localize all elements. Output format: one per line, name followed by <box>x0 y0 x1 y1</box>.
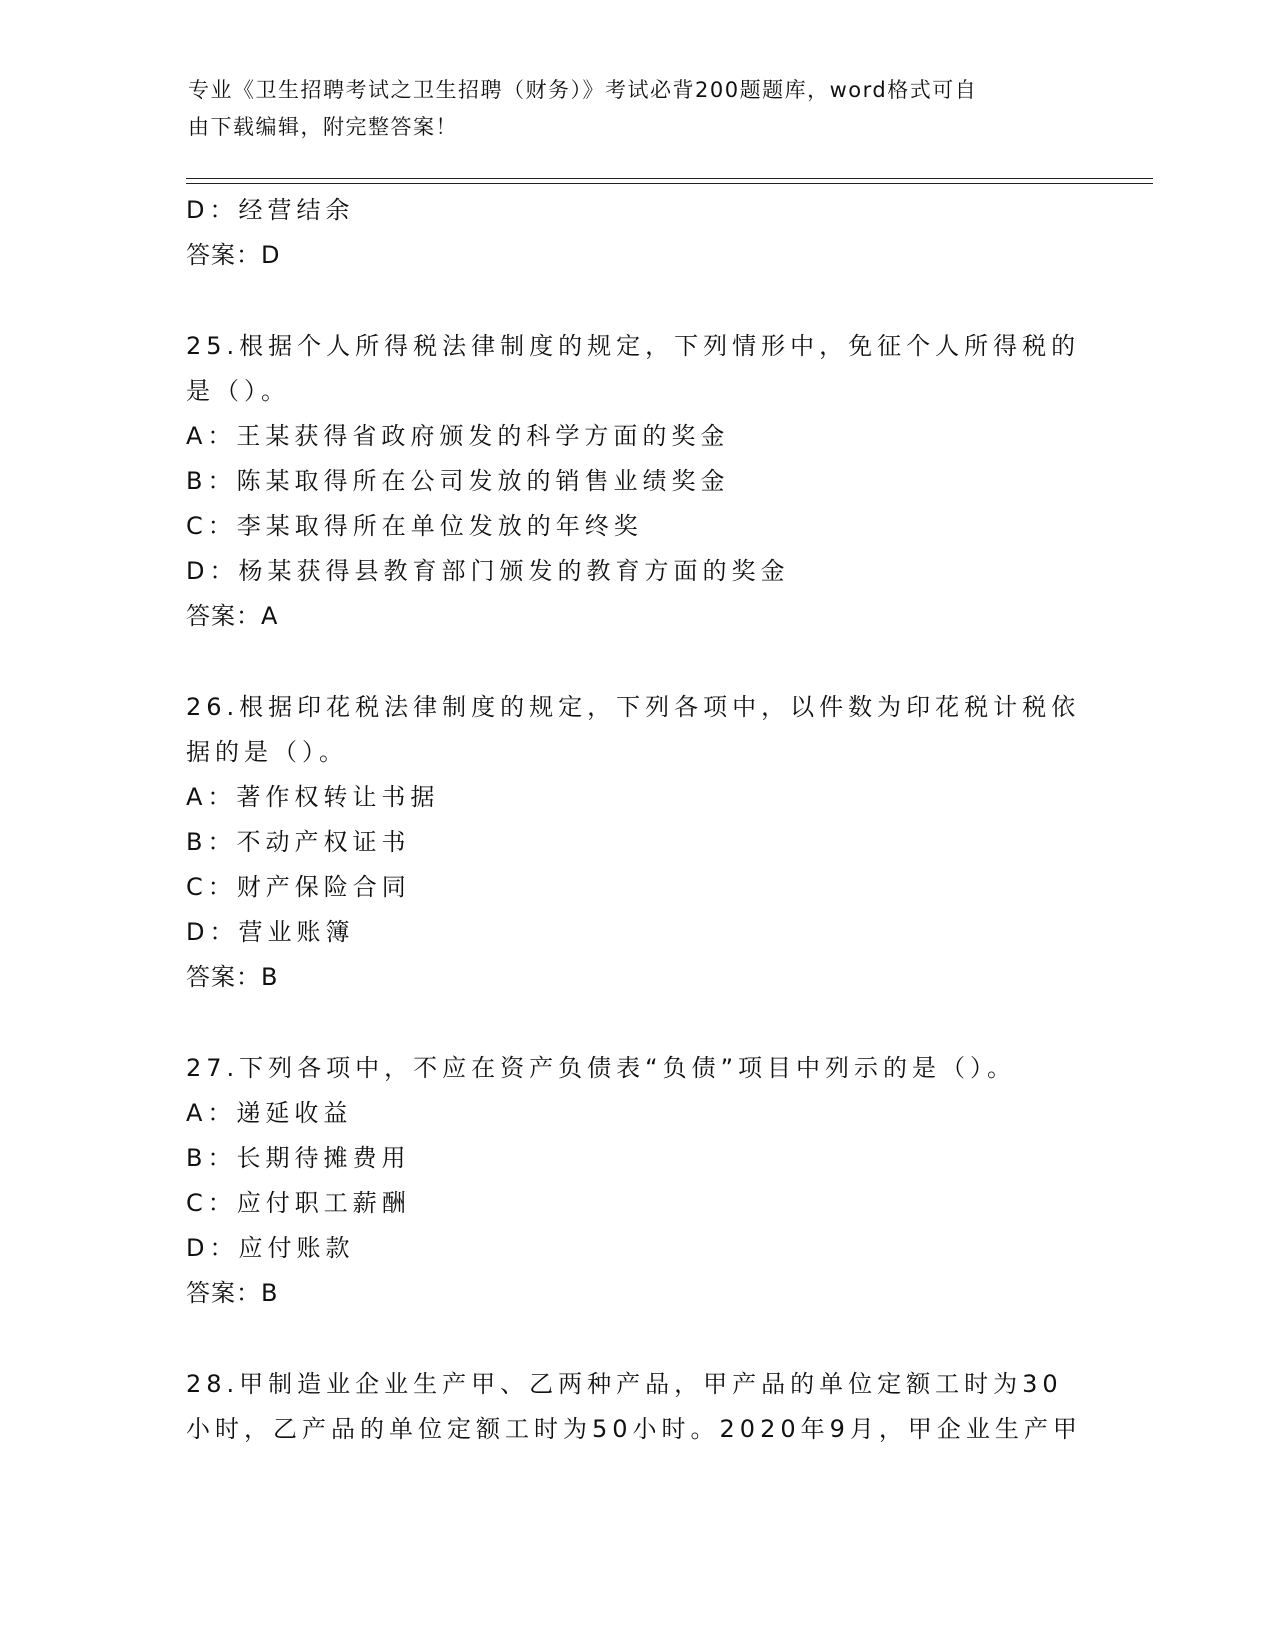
spacer <box>186 1316 1086 1362</box>
document-header <box>188 72 1068 146</box>
answer: 答案：B <box>186 1279 279 1307</box>
question-24-tail <box>186 188 1086 278</box>
question-stem-line-2: 是（）。 <box>186 377 290 405</box>
question-27 <box>186 1046 1086 1316</box>
option-a: A：王某获得省政府颁发的科学方面的奖金 <box>186 422 730 450</box>
question-stem-line-1: 27.下列各项中，不应在资产负债表“负债”项目中列示的是（）。 <box>186 1054 1017 1082</box>
option-b: B：不动产权证书 <box>186 828 411 856</box>
header-divider-bottom <box>186 183 1153 184</box>
option-b: B：长期待摊费用 <box>186 1144 411 1172</box>
header-line-1: 专业《卫生招聘考试之卫生招聘（财务）》考试必背200题题库，word格式可自 <box>188 78 978 102</box>
option-b: B：陈某取得所在公司发放的销售业绩奖金 <box>186 467 730 495</box>
question-stem-line-2: 小时，乙产品的单位定额工时为50小时。2020年9月，甲企业生产甲 <box>186 1415 1082 1443</box>
option-d: D：营业账簿 <box>186 918 355 946</box>
spacer <box>186 278 1086 324</box>
question-stem-line-1: 26.根据印花税法律制度的规定，下列各项中，以件数为印花税计税依 <box>186 693 1081 721</box>
question-28 <box>186 1362 1086 1452</box>
option-d: D：应付账款 <box>186 1234 355 1262</box>
question-list <box>186 188 1086 1452</box>
question-26 <box>186 685 1086 1000</box>
option-c: C：财产保险合同 <box>186 873 411 901</box>
spacer <box>186 639 1086 685</box>
header-divider-top <box>186 178 1153 179</box>
answer: 答案：A <box>186 602 279 630</box>
question-stem-line-2: 据的是（）。 <box>186 738 348 766</box>
option-d: D：杨某获得县教育部门颁发的教育方面的奖金 <box>186 557 790 585</box>
option-d: D：经营结余 <box>186 196 355 224</box>
answer: 答案：D <box>186 241 281 269</box>
option-c: C：应付职工薪酬 <box>186 1189 411 1217</box>
header-line-2: 由下载编辑，附完整答案！ <box>188 115 458 139</box>
spacer <box>186 1000 1086 1046</box>
option-a: A：著作权转让书据 <box>186 783 440 811</box>
question-stem-line-1: 28.甲制造业企业生产甲、乙两种产品，甲产品的单位定额工时为30 <box>186 1370 1063 1398</box>
question-stem-line-1: 25.根据个人所得税法律制度的规定，下列情形中，免征个人所得税的 <box>186 332 1081 360</box>
option-a: A：递延收益 <box>186 1099 353 1127</box>
answer: 答案：B <box>186 963 279 991</box>
question-25 <box>186 324 1086 639</box>
option-c: C：李某取得所在单位发放的年终奖 <box>186 512 643 540</box>
